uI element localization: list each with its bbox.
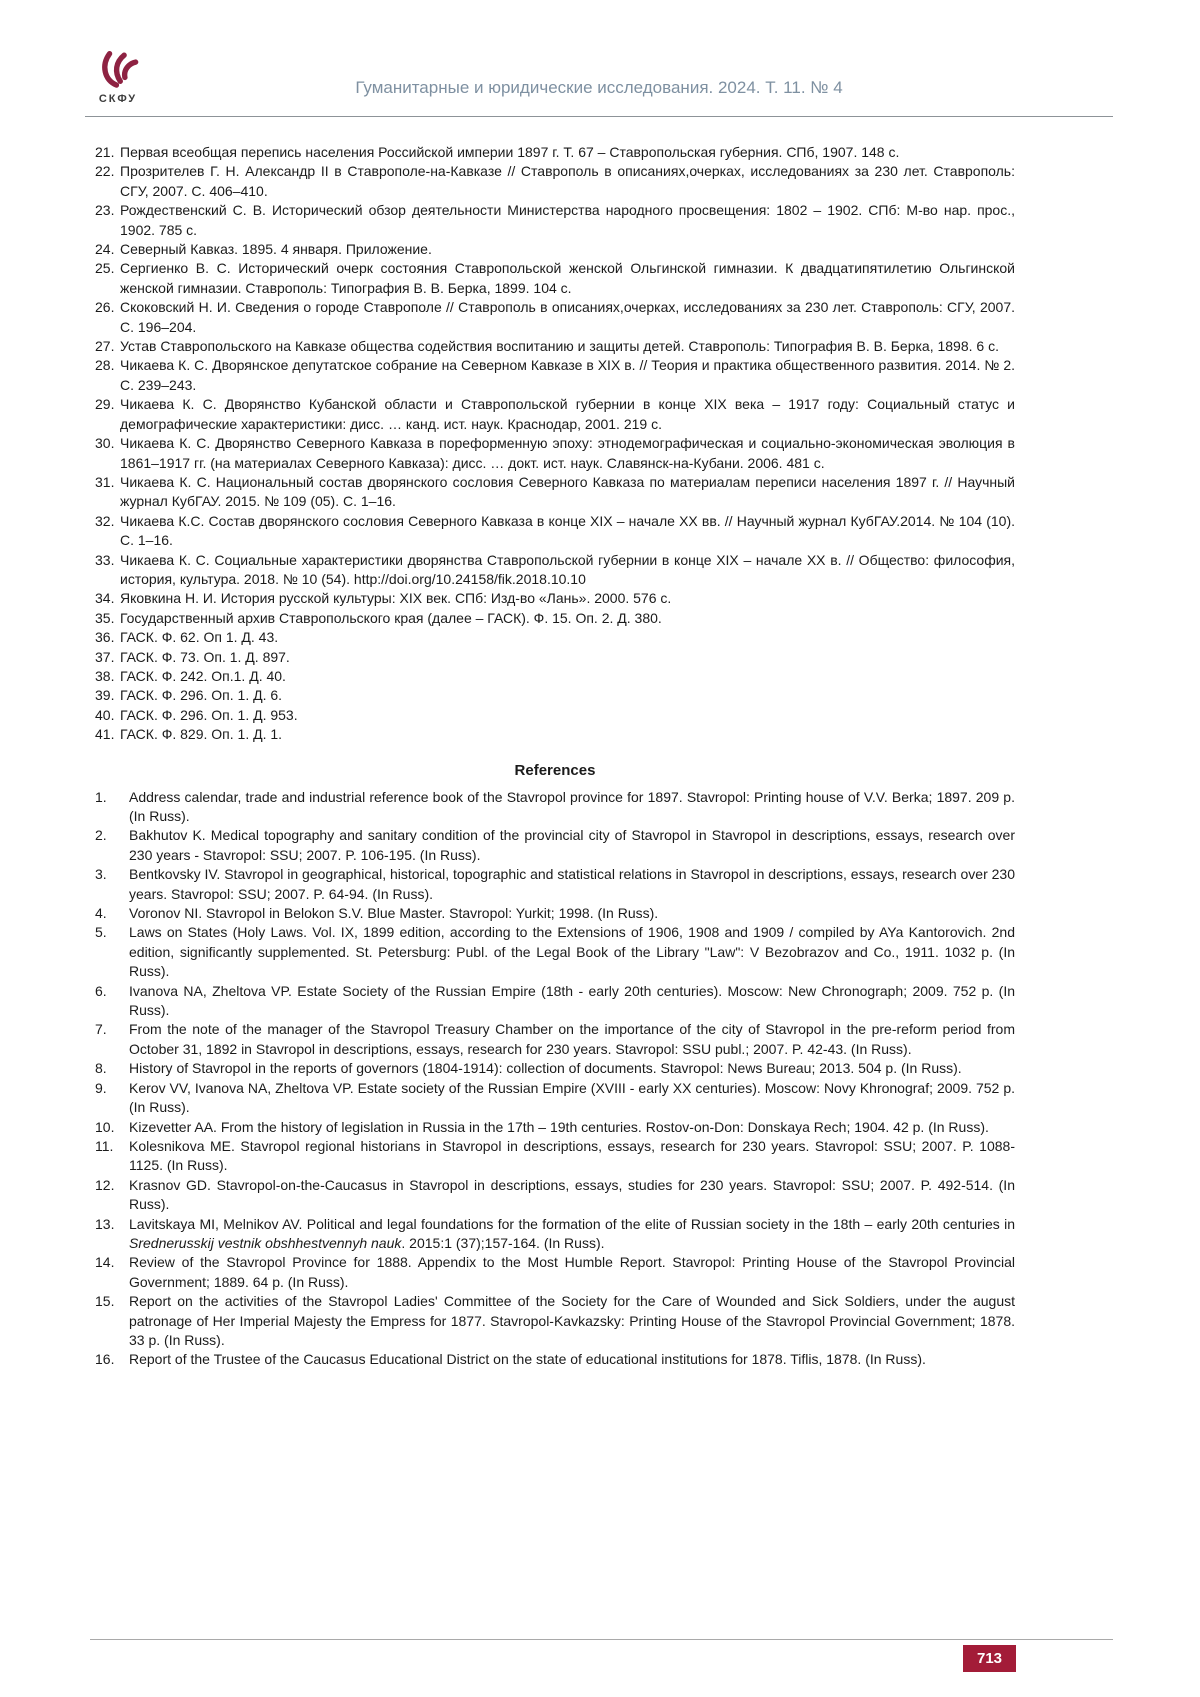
russian-reference-list bbox=[95, 143, 1015, 745]
reference-number: 4. bbox=[95, 905, 107, 922]
reference-number: 3. bbox=[95, 866, 107, 883]
reference-text: Чикаева К. С. Дворянское депутатское собрание на Северном Кавказе в XIX в. // Теория и практика общественного развития. 2014. № 2. С. 239–243. bbox=[120, 357, 1015, 393]
reference-text bbox=[129, 1216, 1015, 1251]
reference-item bbox=[95, 1215, 1015, 1254]
reference-number: 37. bbox=[95, 648, 115, 665]
reference-number: 16. bbox=[95, 1351, 115, 1368]
reference-text: Kizevetter AA. From the history of legislation in Russia in the 17th – 19th centuries. Rostov-on-Don: Donskaya Rech; 1904. 42 p. (In Russ). bbox=[129, 1118, 989, 1135]
footer-divider bbox=[90, 1639, 1113, 1640]
reference-number: 40. bbox=[95, 706, 115, 723]
reference-number: 11. bbox=[95, 1137, 114, 1154]
reference-text: Address calendar, trade and industrial reference book of the Stavropol province for 1897. Stavropol: Printing house of V.V. Berka; 1897. 209 p. (In Russ). bbox=[129, 788, 1015, 824]
reference-item bbox=[95, 1292, 1015, 1350]
reference-item bbox=[95, 1350, 1015, 1369]
reference-item bbox=[95, 473, 1015, 512]
reference-item bbox=[95, 356, 1015, 395]
reference-text: Устав Ставропольского на Кавказе общества содействия воспитанию и защиты детей. Ставрополь: Типография В. В. Берка, 1898. 6 с. bbox=[120, 338, 999, 355]
reference-text-segment: Lavitskaya MI, Melnikov AV. Political and legal foundations for the formation of the elite of Russian society in the 18th – early 20th centuries in bbox=[129, 1215, 1015, 1232]
reference-text: Kerov VV, Ivanova NA, Zheltova VP. Estate society of the Russian Empire (XVIII - early XX centuries). Moscow: Novy Khronograf; 2009. 752 p. (In Russ). bbox=[129, 1079, 1015, 1116]
reference-text: Государственный архив Ставропольского края (далее – ГАСК). Ф. 15. Оп. 2. Д. 380. bbox=[120, 609, 662, 626]
reference-number: 27. bbox=[95, 338, 115, 355]
reference-number: 6. bbox=[95, 982, 107, 999]
reference-number: 35. bbox=[95, 609, 115, 626]
reference-text: Bakhutov K. Medical topography and sanitary condition of the provincial city of Stavropol in Stavropol in descriptions, essays, research over 230 years - Stavropol: SSU; 2007. P. 106-195. (In Russ). bbox=[129, 827, 1015, 863]
reference-text: From the note of the manager of the Stavropol Treasury Chamber on the importance of the city of Stavropol in the pre-reform period from October 31, 1892 in Stavropol in descriptions, essays, research for 230 years. Stavropol: SSU publ.; 2007. P. 42-43. (In Russ). bbox=[129, 1021, 1015, 1057]
reference-number: 34. bbox=[95, 590, 115, 607]
reference-text: Северный Кавказ. 1895. 4 января. Приложение. bbox=[120, 241, 432, 258]
reference-item bbox=[95, 1020, 1015, 1059]
reference-text: Первая всеобщая перепись населения Российской империи 1897 г. Т. 67 – Ставропольская губерния. СПб, 1907. 148 с. bbox=[120, 144, 900, 160]
reference-number: 30. bbox=[95, 435, 115, 452]
reference-text: History of Stavropol in the reports of governors (1804-1914): collection of documents. Stavropol: News Bureau; 2013. 504 p. (In Russ). bbox=[129, 1060, 962, 1077]
reference-number: 9. bbox=[95, 1079, 107, 1096]
reference-item bbox=[95, 240, 1015, 259]
reference-number: 1. bbox=[95, 788, 107, 805]
reference-number: 22. bbox=[95, 163, 115, 180]
reference-item bbox=[95, 1176, 1015, 1215]
reference-text-italic: Srednerusskij vestnik obshhestvennyh nauk bbox=[129, 1234, 402, 1251]
reference-number: 2. bbox=[95, 827, 107, 844]
reference-text: Прозрителев Г. Н. Александр II в Ставрополе-на-Кавказе // Ставрополь в описаниях,очерках, исследованиях за 230 лет. Ставрополь: СГУ, 2007. С. 406–410. bbox=[120, 163, 1015, 199]
reference-item bbox=[95, 1059, 1015, 1078]
reference-number: 5. bbox=[95, 924, 107, 941]
reference-number: 14. bbox=[95, 1254, 115, 1271]
reference-text: Laws on States (Holy Laws. Vol. IX, 1899 edition, according to the Extensions of 1906, 1908 and 1909 / compiled by AYa Kantorovich. 2nd edition, significantly supplemented. St. Petersburg: Publ. of the Legal Book of the Library "Law": V Bezobrazov and Co., 1911. 1032 p. (In Russ). bbox=[129, 924, 1015, 980]
reference-text-segment: . 2015:1 (37);157-164. (In Russ). bbox=[401, 1234, 605, 1251]
reference-number: 36. bbox=[95, 629, 115, 646]
reference-item bbox=[95, 686, 1015, 705]
reference-item bbox=[95, 982, 1015, 1021]
reference-text: Krasnov GD. Stavropol-on-the-Caucasus in Stavropol in descriptions, essays, studies for 230 years. Stavropol: SSU; 2007. P. 492-514. (In Russ). bbox=[129, 1176, 1015, 1213]
reference-text: Чикаева К. С. Дворянство Кубанской области и Ставропольской губернии в конце XIX века – 1917 году: Социальный статус и демографические характеристики: дисс. … канд. ист. наук. Краснодар, 2001. 219 с. bbox=[120, 396, 1015, 432]
reference-text: Bentkovsky IV. Stavropol in geographical, historical, topographic and statistical relations in Stavropol in descriptions, essays, research over 230 years. Stavropol: SSU; 2007. P. 64-94. (In Russ). bbox=[129, 866, 1015, 902]
reference-item bbox=[95, 1253, 1015, 1292]
reference-item bbox=[95, 1118, 1015, 1137]
reference-text: Яковкина Н. И. История русской культуры: XIX век. СПб: Изд-во «Лань». 2000. 576 с. bbox=[120, 590, 672, 607]
reference-item bbox=[95, 865, 1015, 904]
reference-number: 12. bbox=[95, 1176, 115, 1193]
reference-text: Report of the Trustee of the Caucasus Educational District on the state of educational institutions for 1878. Tiflis, 1878. (In Russ). bbox=[129, 1351, 926, 1368]
reference-number: 41. bbox=[95, 726, 115, 743]
reference-item bbox=[95, 298, 1015, 337]
reference-text: Ivanova NA, Zheltova VP. Estate Society of the Russian Empire (18th - early 20th centuries). Moscow: New Chronograph; 2009. 752 p. (In Russ). bbox=[129, 982, 1015, 1019]
reference-text: Рождественский С. В. Исторический обзор деятельности Министерства народного просвещения: 1802 – 1902. СПб: М-во нар. прос., 1902. 785 с. bbox=[120, 202, 1015, 238]
reference-number: 15. bbox=[95, 1293, 115, 1310]
reference-number: 7. bbox=[95, 1021, 107, 1038]
reference-number: 26. bbox=[95, 299, 115, 316]
page-number-badge: 713 bbox=[963, 1645, 1016, 1672]
reference-number: 13. bbox=[95, 1215, 115, 1232]
reference-text: Report on the activities of the Stavropol Ladies' Committee of the Society for the Care of Wounded and Sick Soldiers, under the august patronage of Her Imperial Majesty the Empress for 1877. Stavropol-Kavkazsky: Printing House of the Stavropol Provincial Government; 1878. 33 p. (In Russ). bbox=[129, 1293, 1015, 1348]
reference-number: 39. bbox=[95, 687, 115, 704]
reference-number: 38. bbox=[95, 667, 115, 684]
reference-number: 21. bbox=[95, 144, 115, 160]
reference-number: 31. bbox=[95, 473, 115, 490]
reference-item bbox=[95, 143, 1015, 162]
reference-item bbox=[95, 512, 1015, 551]
reference-text: ГАСК. Ф. 296. Оп. 1. Д. 953. bbox=[120, 706, 298, 723]
reference-number: 24. bbox=[95, 241, 115, 258]
reference-number: 33. bbox=[95, 551, 115, 568]
page-content bbox=[95, 143, 1015, 1370]
reference-item bbox=[95, 648, 1015, 667]
journal-header bbox=[85, 0, 1113, 117]
reference-item bbox=[95, 434, 1015, 473]
reference-text: Чикаева К. С. Национальный состав дворянского сословия Северного Кавказа по материалам переписи населения 1897 г. // Научный журнал КубГАУ. 2015. № 109 (05). С. 1–16. bbox=[120, 473, 1015, 510]
reference-number: 10. bbox=[95, 1118, 115, 1135]
reference-item bbox=[95, 551, 1015, 590]
reference-text: ГАСК. Ф. 829. Оп. 1. Д. 1. bbox=[120, 726, 283, 743]
reference-item bbox=[95, 162, 1015, 201]
reference-item bbox=[95, 589, 1015, 608]
reference-text: Review of the Stavropol Province for 1888. Appendix to the Most Humble Report. Stavropol: Printing House of the Stavropol Provincial Government; 1889. 64 p. (In Russ). bbox=[129, 1254, 1015, 1290]
reference-item bbox=[95, 923, 1015, 981]
reference-text: Voronov NI. Stavropol in Belokon S.V. Blue Master. Stavropol: Yurkit; 1998. (In Russ). bbox=[129, 905, 659, 922]
reference-item bbox=[95, 667, 1015, 686]
reference-number: 28. bbox=[95, 357, 115, 374]
reference-item bbox=[95, 259, 1015, 298]
reference-text: ГАСК. Ф. 242. Оп.1. Д. 40. bbox=[120, 667, 286, 684]
reference-number: 25. bbox=[95, 260, 115, 277]
reference-text: Чикаева К. С. Дворянство Северного Кавказа в пореформенную эпоху: этнодемографическая и социально-экономическая эволюция в 1861–1917 гг. (на материалах Северного Кавказа): дисс. … докт. ист. наук. Славянск-на-Кубани. 2006. 481 с. bbox=[120, 435, 1015, 471]
reference-text: ГАСК. Ф. 73. Оп. 1. Д. 897. bbox=[120, 648, 290, 665]
reference-item bbox=[95, 826, 1015, 865]
reference-text: Чикаева К. С. Социальные характеристики дворянства Ставропольской губернии в конце XIX – начале XX в. // Общество: философия, история, культура. 2018. № 10 (54). http://doi.org/10.24158/fik.2018.10.10 bbox=[120, 551, 1015, 587]
skfu-logo-text: СКФУ bbox=[98, 93, 138, 105]
reference-text: Kolesnikova ME. Stavropol regional historians in Stavropol in descriptions, essays, research for 230 years. Stavropol: SSU; 2007. P. 1088-1125. (In Russ). bbox=[129, 1137, 1015, 1174]
reference-number: 8. bbox=[95, 1060, 107, 1077]
reference-item bbox=[95, 201, 1015, 240]
reference-text: Скоковский Н. И. Сведения о городе Ставрополе // Ставрополь в описаниях,очерках, исследованиях за 230 лет. Ставрополь: СГУ, 2007. С. 196–204. bbox=[120, 299, 1015, 335]
reference-text: Сергиенко В. С. Исторический очерк состояния Ставропольской женской Ольгинской гимназии. К двадцатипятилетию Ольгинской женской гимназии. Ставрополь: Типография В. В. Берка, 1899. 104 с. bbox=[120, 260, 1015, 296]
reference-item bbox=[95, 904, 1015, 923]
reference-text: Чикаева К.С. Состав дворянского сословия Северного Кавказа в конце XIX – начале XX вв. // Научный журнал КубГАУ.2014. № 104 (10). С. 1–16. bbox=[120, 512, 1015, 549]
journal-title: Гуманитарные и юридические исследования. 2024. Т. 11. № 4 bbox=[355, 78, 843, 97]
reference-item bbox=[95, 628, 1015, 647]
reference-item bbox=[95, 788, 1015, 827]
english-reference-list bbox=[95, 788, 1015, 1370]
reference-number: 32. bbox=[95, 512, 115, 529]
reference-item bbox=[95, 337, 1015, 356]
reference-item bbox=[95, 725, 1015, 744]
reference-item bbox=[95, 1079, 1015, 1118]
reference-item bbox=[95, 706, 1015, 725]
reference-text: ГАСК. Ф. 296. Оп. 1. Д. 6. bbox=[120, 687, 283, 704]
references-heading: References bbox=[514, 761, 596, 779]
reference-number: 29. bbox=[95, 396, 115, 413]
reference-item bbox=[95, 1137, 1015, 1176]
reference-text: ГАСК. Ф. 62. Оп 1. Д. 43. bbox=[120, 629, 279, 646]
reference-item bbox=[95, 395, 1015, 434]
reference-item bbox=[95, 609, 1015, 628]
reference-number: 23. bbox=[95, 202, 115, 219]
